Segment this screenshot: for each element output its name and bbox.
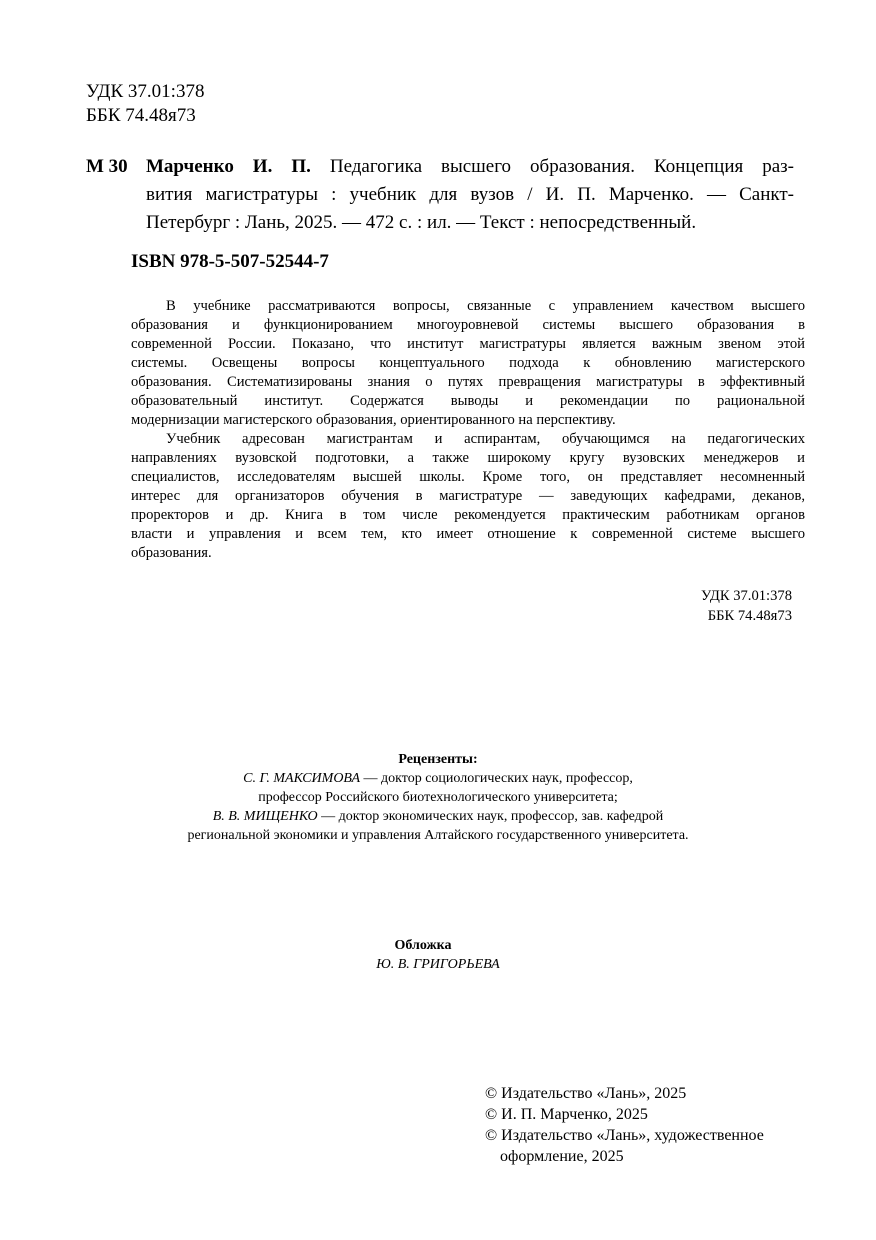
annotation-line: проректоров и др. Книга в том числе рекомендуется практическим работникам органов xyxy=(131,507,805,523)
author-mark: М 30 xyxy=(86,156,128,177)
copyright-line: © И. П. Марченко, 2025 xyxy=(485,1106,648,1123)
cover-credit xyxy=(0,936,876,974)
record-line-2: вития магистратуры : учебник для вузов / И. П. Марченко. — Санкт- xyxy=(146,184,794,205)
annotation-line: В учебнике рассматриваются вопросы, связанные с управлением качеством высшего xyxy=(166,298,805,314)
reviewer-2-desc: — доктор экономических наук, профессор, зав. кафедрой xyxy=(317,809,664,824)
annotation-line: интерес для организаторов обучения в магистратуре — заведующих кафедрами, деканов, xyxy=(131,488,805,504)
bbk-code: ББК 74.48я73 xyxy=(86,105,196,126)
copyright-line: © Издательство «Лань», 2025 xyxy=(485,1085,687,1102)
annotation-line: Учебник адресован магистрантам и аспирантам, обучающимся на педагогических xyxy=(166,431,805,447)
annotation-line: системы. Освещены вопросы концептуального подхода к обновлению магистерского xyxy=(131,355,805,371)
annotation-line: модернизации магистерского образования, ориентированного на перспективу. xyxy=(131,412,616,428)
reviewer-1-desc: — доктор социологических наук, профессор, xyxy=(360,771,633,786)
annotation-line: власти и управления и всем тем, кто имеет отношение к современной системе высшего xyxy=(131,526,805,542)
annotation xyxy=(131,297,805,563)
cover-title: Обложка xyxy=(394,938,452,953)
reviewer-2-affiliation: региональной экономики и управления Алтайского государственного университета. xyxy=(187,828,689,843)
cover-artist: Ю. В. ГРИГОРЬЕВА xyxy=(376,957,500,972)
annotation-line: образовательный институт. Содержатся выводы и рекомендации по рациональной xyxy=(131,393,805,409)
copyright-line: © Издательство «Лань», художественное xyxy=(485,1127,764,1144)
record-line-3: Петербург : Лань, 2025. — 472 с. : ил. — Текст : непосредственный. xyxy=(146,212,697,233)
reviewer-1-name: С. Г. МАКСИМОВА xyxy=(243,771,361,786)
annotation-line: современной России. Показано, что институт магистратуры является важным звеном этой xyxy=(131,336,805,352)
reviewer-1 xyxy=(0,769,876,788)
book-title-start: Педагогика высшего образования. Концепция раз- xyxy=(310,156,794,177)
annotation-line: образования. xyxy=(131,545,212,561)
record-line-1 xyxy=(146,153,794,181)
udk-code: УДК 37.01:378 xyxy=(86,81,205,102)
copyright-line: оформление, 2025 xyxy=(500,1148,624,1165)
annotation-line: направлениях вузовской подготовки, а также широкому кругу вузовских менеджеров и xyxy=(131,450,805,466)
isbn: ISBN 978-5-507-52544-7 xyxy=(131,251,329,272)
bbk-code-bottom: ББК 74.48я73 xyxy=(707,608,792,624)
udk-code-bottom: УДК 37.01:378 xyxy=(701,588,792,604)
annotation-line: образования и функционированием многоуровневой системы высшего образования в xyxy=(131,317,805,333)
reviewer-2-name: В. В. МИЩЕНКО xyxy=(212,809,318,824)
reviewer-2 xyxy=(0,807,876,826)
classification-header xyxy=(86,80,204,128)
author-name: Марченко И. П. xyxy=(146,156,311,177)
reviewers-block xyxy=(0,750,876,845)
reviewer-1-affiliation: профессор Российского биотехнологического университета; xyxy=(258,790,618,805)
copyright-block xyxy=(485,1083,764,1167)
annotation-line: специалистов, исследователям высшей школы. Кроме того, он представляет несомненный xyxy=(131,469,805,485)
annotation-line: образования. Систематизированы знания о путях превращения магистратуры в эффективный xyxy=(131,374,805,390)
reviewers-title: Рецензенты: xyxy=(398,752,478,767)
classification-footer xyxy=(560,586,792,626)
bibliographic-record xyxy=(146,153,794,237)
